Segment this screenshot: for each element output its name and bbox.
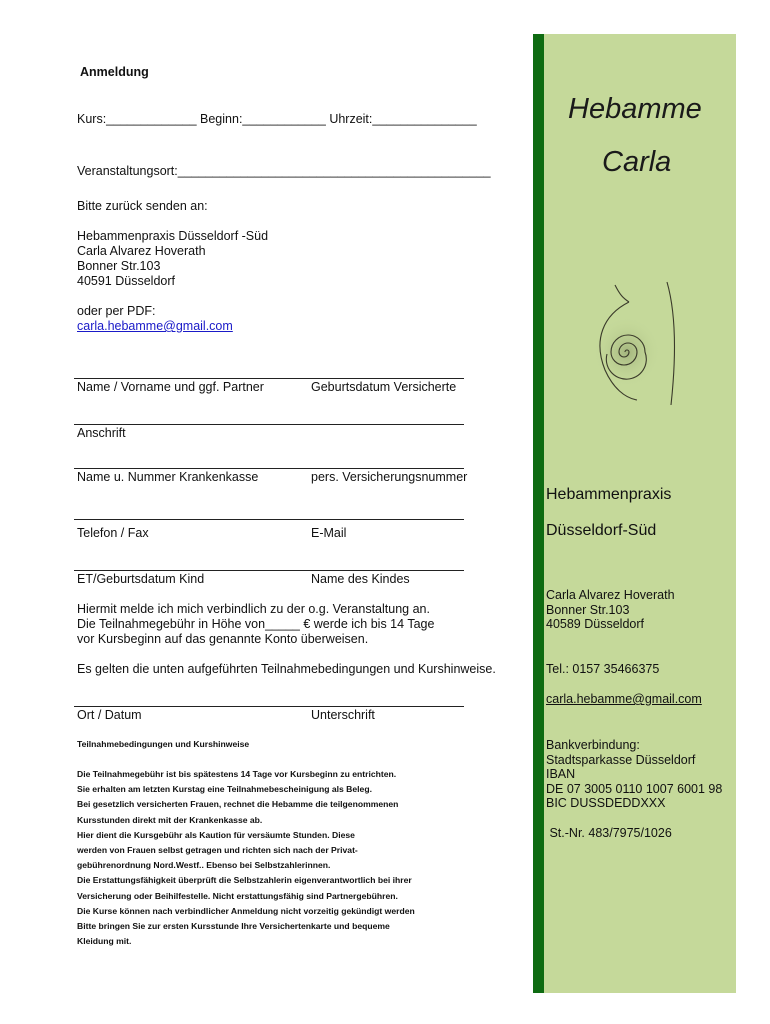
sidebar-bank <box>546 738 722 811</box>
field-line-name[interactable] <box>74 378 464 379</box>
venue-line[interactable]: Veranstaltungsort:_____________________________________________ <box>77 164 491 178</box>
signature-field-label: Unterschrift <box>311 708 375 722</box>
contact-line: Carla Alvarez Hoverath <box>546 588 675 602</box>
email-field-label: E-Mail <box>311 526 347 540</box>
field-line-address[interactable] <box>74 424 464 425</box>
sidebar-email-link[interactable]: carla.hebamme@gmail.com <box>546 692 702 706</box>
child-date-field-label: ET/Geburtsdatum Kind <box>77 572 205 586</box>
terms-line: Die Teilnahmegebühr ist bis spätestens 14 Tage vor Kursbeginn zu entrichten. <box>77 769 397 779</box>
sidebar-tax-number: St.-Nr. 483/7975/1026 <box>546 826 672 840</box>
declaration-line: vor Kursbeginn auf das genannte Konto überweisen. <box>77 632 369 646</box>
brand-name-line2: Carla <box>602 146 672 178</box>
bank-line: DE 07 3005 0110 1007 6001 98 <box>546 781 723 796</box>
address-line: Carla Alvarez Hoverath <box>77 244 206 258</box>
terms-line: Sie erhalten am letzten Kurstag eine Teilnahmebescheinigung als Beleg. <box>77 784 372 795</box>
terms-line: gebührenordnung Nord.Westf.. Ebenso bei Selbstzahlerinnen. <box>77 860 331 871</box>
terms-line: Bei gesetzlich versicherten Frauen, rechnet die Hebamme die teilgenommenen <box>77 799 399 810</box>
bank-line: BIC DUSSDEDDXXX <box>546 796 666 811</box>
field-line-signature[interactable] <box>74 706 464 707</box>
place-date-field-label: Ort / Datum <box>77 708 142 722</box>
terms-line: werden von Frauen selbst getragen und richten sich nach der Privat- <box>77 845 358 856</box>
birthdate-field-label: Geburtsdatum Versicherte <box>311 380 457 394</box>
declaration-line: Hiermit melde ich mich verbindlich zu der o.g. Veranstaltung an. <box>77 602 430 616</box>
return-address <box>77 229 268 289</box>
pdf-label: oder per PDF: <box>77 304 156 318</box>
course-line[interactable]: Kurs:_____________ Beginn:____________ Uhrzeit:_______________ <box>77 112 477 126</box>
address-field-label: Anschrift <box>77 426 126 440</box>
terms-line: Bitte bringen Sie zur ersten Kursstunde Ihre Versichertenkarte und bequeme <box>77 921 390 932</box>
terms-list <box>77 767 415 949</box>
terms-line: Kursstunden direkt mit der Krankenkasse ab. <box>77 814 263 825</box>
declaration <box>77 602 434 647</box>
brand-name-line1: Hebamme <box>568 93 702 125</box>
phone-field-label: Telefon / Fax <box>77 526 149 540</box>
address-line: 40591 Düsseldorf <box>77 274 175 288</box>
address-line: Bonner Str.103 <box>77 259 161 273</box>
form-title: Anmeldung <box>80 65 149 79</box>
terms-line: Kleidung mit. <box>77 936 132 947</box>
field-line-phone[interactable] <box>74 519 464 520</box>
terms-line: Versicherung oder Beihilfestelle. Nicht erstattungsfähig sind Partnergebühren. <box>77 890 398 901</box>
child-name-field-label: Name des Kindes <box>311 572 410 586</box>
name-field-label: Name / Vorname und ggf. Partner <box>77 380 264 394</box>
field-line-child[interactable] <box>74 570 464 571</box>
email-link[interactable]: carla.hebamme@gmail.com <box>77 319 233 333</box>
sidebar-contact <box>546 588 675 632</box>
bank-line: Bankverbindung: <box>546 738 640 752</box>
conditions-note: Es gelten die unten aufgeführten Teilnahmebedingungen und Kurshinweise. <box>77 662 496 676</box>
contact-line: Bonner Str.103 <box>546 602 630 617</box>
practice-name-line2: Düsseldorf-Süd <box>546 522 657 539</box>
bank-line: IBAN <box>546 767 576 782</box>
address-line: Hebammenpraxis Düsseldorf -Süd <box>77 229 269 243</box>
field-line-insurance[interactable] <box>74 468 464 469</box>
insurance-number-field-label: pers. Versicherungsnummer <box>311 470 468 484</box>
bank-line: Stadtsparkasse Düsseldorf <box>546 752 696 767</box>
terms-line: Hier dient die Kursgebühr als Kaution für versäumte Stunden. Diese <box>77 829 355 840</box>
pregnant-belly-spiral-icon <box>585 280 695 410</box>
insurance-field-label: Name u. Nummer Krankenkasse <box>77 470 259 484</box>
terms-line: Die Kurse können nach verbindlicher Anmeldung nicht vorzeitig gekündigt werden <box>77 905 415 916</box>
terms-line: Die Erstattungsfähigkeit überprüft die Selbstzahlerin eigenverantwortlich bei ihrer <box>77 875 412 886</box>
practice-name-line1: Hebammenpraxis <box>546 486 672 503</box>
sidebar-accent-bar <box>533 34 544 993</box>
sidebar-phone: Tel.: 0157 35466375 <box>546 662 660 676</box>
return-to-label: Bitte zurück senden an: <box>77 199 208 213</box>
contact-line: 40589 Düsseldorf <box>546 617 644 632</box>
declaration-line: Die Teilnahmegebühr in Höhe von_____ € werde ich bis 14 Tage <box>77 617 435 631</box>
terms-title: Teilnahmebedingungen und Kurshinweise <box>77 739 250 749</box>
